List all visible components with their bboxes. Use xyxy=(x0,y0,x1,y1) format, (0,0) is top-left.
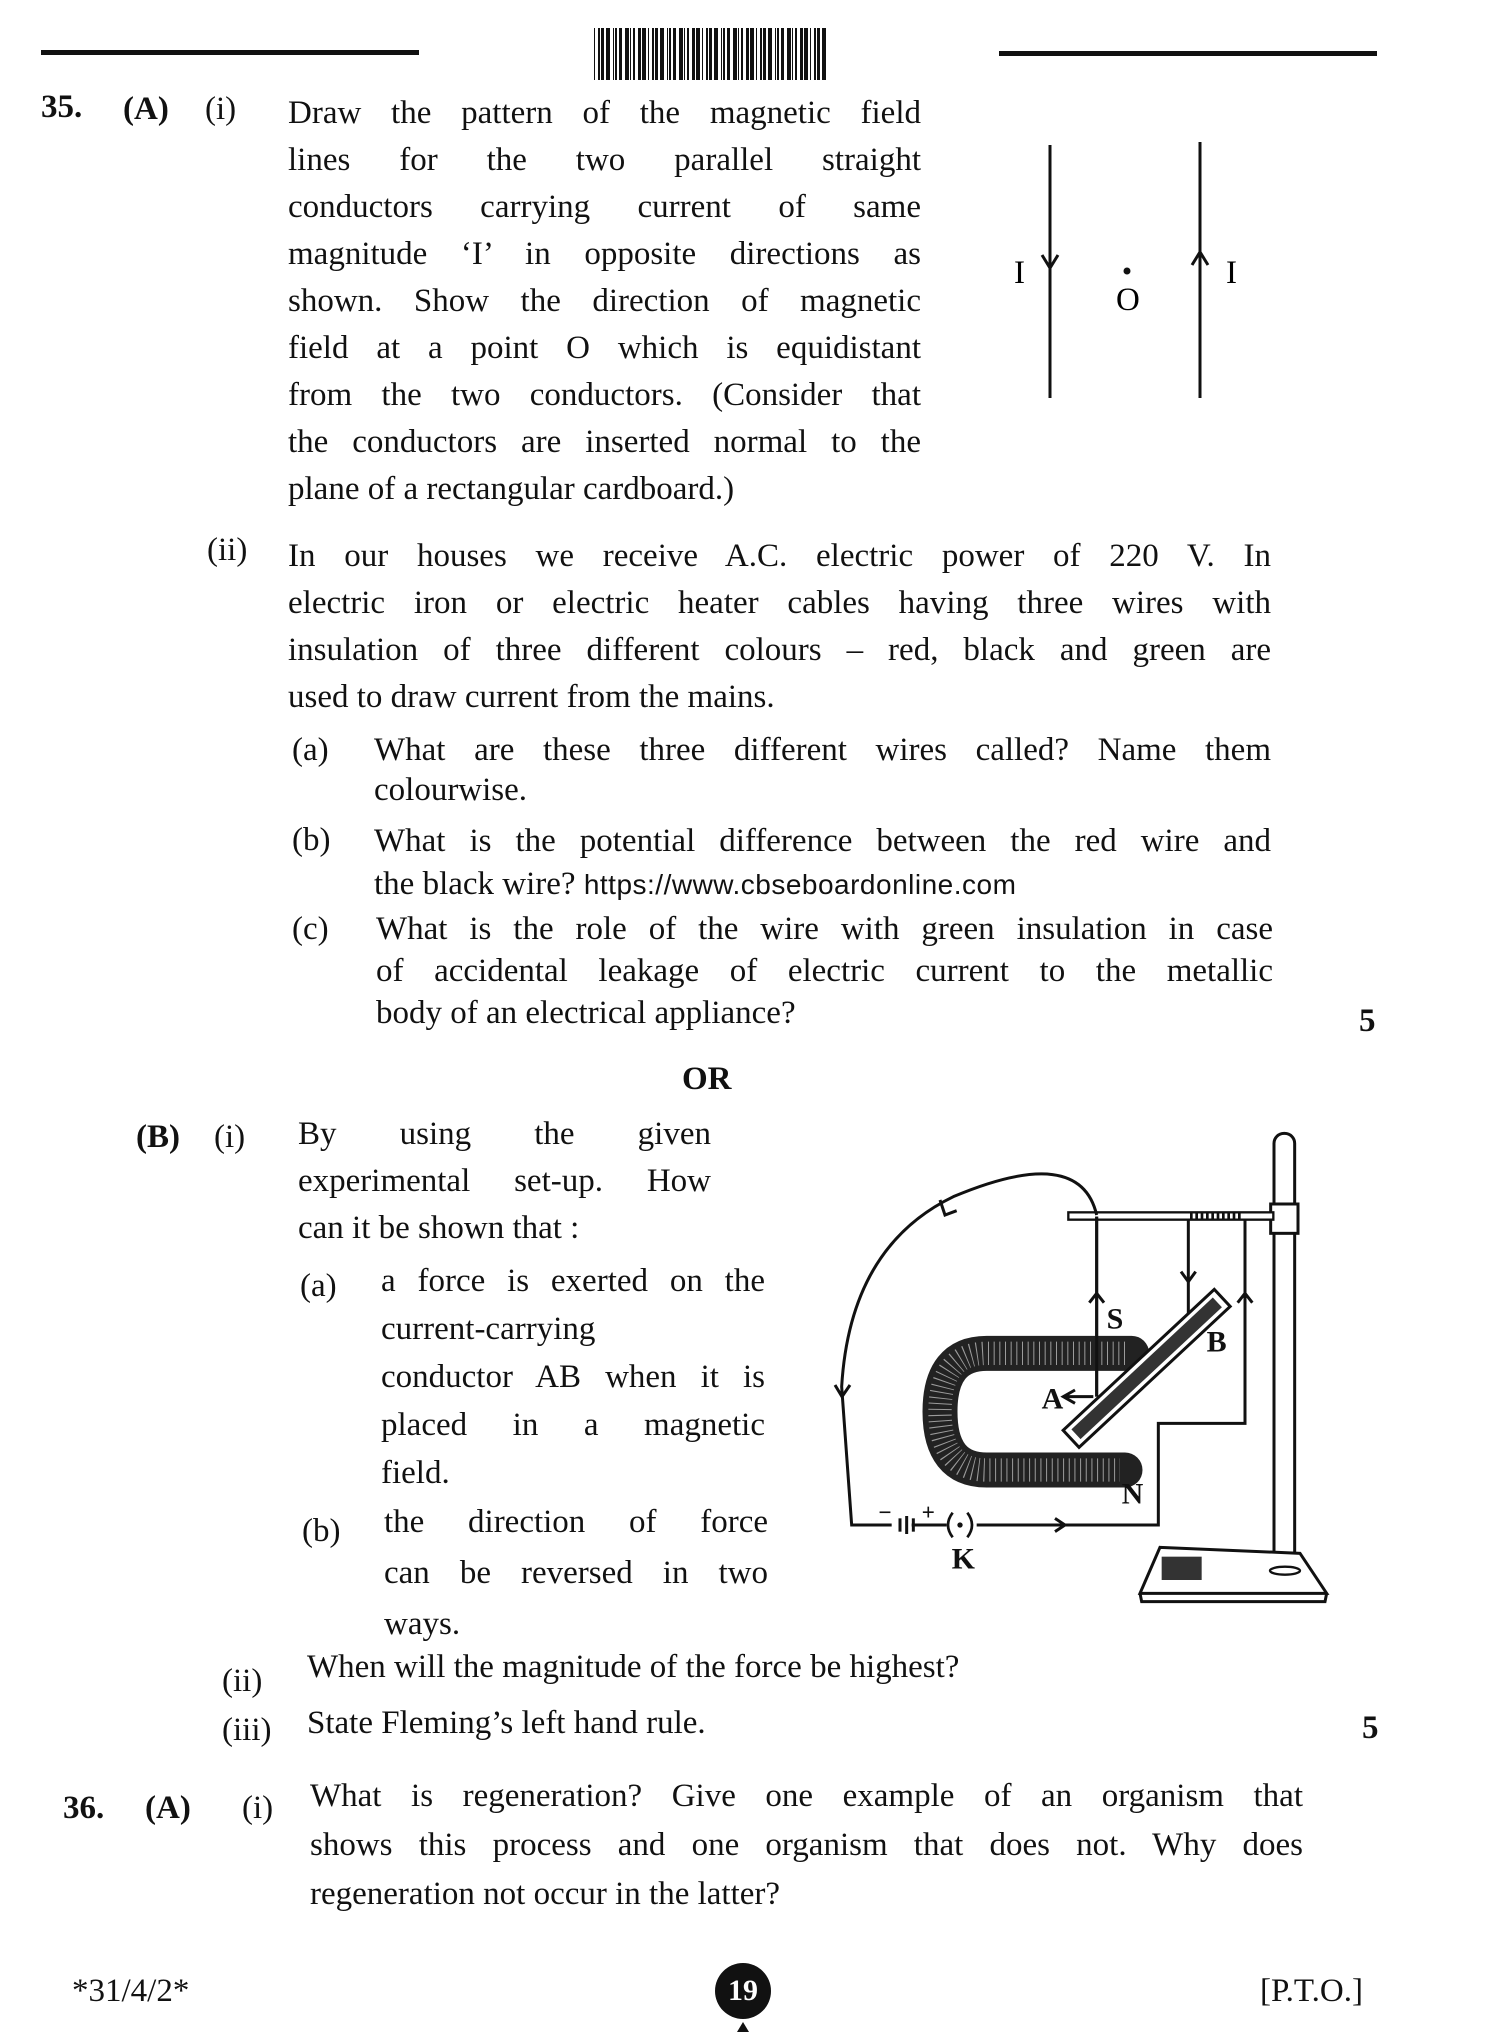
item-label: (a) xyxy=(292,732,329,768)
subpart-label: (iii) xyxy=(222,1712,272,1748)
barcode-bar xyxy=(667,28,668,80)
subpart-label: (ii) xyxy=(207,532,248,568)
text-line: the black wire? xyxy=(374,866,576,902)
point-o-dot xyxy=(1124,268,1131,275)
text-line: Draw the pattern of the magnetic field xyxy=(288,95,921,131)
text-line: What are these three different wires called? Name them xyxy=(374,732,1271,768)
item-label: (a) xyxy=(300,1268,337,1304)
barcode-bar xyxy=(633,28,635,80)
header-rule-left xyxy=(41,50,419,55)
subpart-label: (ii) xyxy=(222,1663,263,1699)
force-on-conductor-setup-diagram xyxy=(820,1120,1340,1620)
barcode-bar xyxy=(630,28,631,80)
horizontal-rod xyxy=(1068,1212,1273,1219)
barcode-bar xyxy=(768,28,772,80)
question-number: 36. xyxy=(63,1790,105,1826)
arrow-left-icon xyxy=(1063,1390,1093,1403)
battery-minus-label: − xyxy=(878,1500,892,1526)
barcode-bar xyxy=(721,28,722,80)
text-line: conductor AB when it is xyxy=(381,1359,765,1395)
barcode-bar xyxy=(781,28,784,80)
barcode-bar xyxy=(714,28,718,80)
or-separator: OR xyxy=(682,1061,732,1097)
text-line: placed in a magnetic xyxy=(381,1407,765,1443)
barcode-bar xyxy=(613,28,614,80)
please-turn-over: [P.T.O.] xyxy=(1260,1973,1363,2009)
barcode-bar xyxy=(733,28,737,80)
barcode-bar xyxy=(598,28,600,80)
barcode-bar xyxy=(763,28,766,80)
barcode-bar xyxy=(741,28,743,80)
question-text xyxy=(298,1111,711,1252)
text-line: colourwise. xyxy=(374,772,528,808)
barcode xyxy=(594,28,830,80)
conductor-end-a-label: A xyxy=(1041,1382,1064,1416)
barcode-bar xyxy=(777,28,779,80)
barcode-bar xyxy=(669,28,671,80)
subpart-label: (i) xyxy=(205,91,237,127)
barcode-bar xyxy=(804,28,808,80)
barcode-bar xyxy=(642,28,646,80)
barcode-bar xyxy=(679,28,683,80)
subpart-label: (i) xyxy=(242,1790,274,1826)
question-text xyxy=(381,1257,765,1497)
subpart-label: (i) xyxy=(214,1119,246,1155)
text-line: magnitude ‘I’ in opposite directions as xyxy=(288,236,921,272)
barcode-bar xyxy=(746,28,749,80)
barcode-bar xyxy=(760,28,762,80)
item-label: (b) xyxy=(292,822,331,858)
question-text xyxy=(288,90,921,513)
battery-plus-label: + xyxy=(921,1500,935,1526)
text-line: regeneration not occur in the latter? xyxy=(310,1876,781,1912)
barcode-bar xyxy=(750,28,754,80)
question-text xyxy=(288,533,1271,721)
barcode-bar xyxy=(638,28,641,80)
question-text xyxy=(374,730,1271,810)
text-line: can it be shown that : xyxy=(298,1210,580,1246)
text-line: of accidental leakage of electric current to the metallic xyxy=(376,953,1273,989)
barcode-bar xyxy=(727,28,730,80)
part-label: (A) xyxy=(123,91,169,127)
barcode-bar xyxy=(652,28,654,80)
text-line: the direction of force xyxy=(384,1504,768,1540)
text-line: the conductors are inserted normal to the xyxy=(288,424,921,460)
barcode-bar xyxy=(738,28,739,80)
barcode-bar xyxy=(594,28,595,80)
text-line: can be reversed in two xyxy=(384,1555,768,1591)
barcode-bar xyxy=(706,28,708,80)
barcode-bar xyxy=(619,28,622,80)
barcode-bar xyxy=(702,28,703,80)
text-line: In our houses we receive A.C. electric power of 220 V. In xyxy=(288,538,1271,574)
text-line: body of an electrical appliance? xyxy=(376,995,796,1031)
question-text xyxy=(376,908,1273,1034)
caret-icon xyxy=(737,2022,749,2032)
barcode-bar xyxy=(692,28,695,80)
marks: 5 xyxy=(1362,1710,1379,1746)
barcode-bar xyxy=(606,28,610,80)
paper-code: *31/4/2* xyxy=(72,1973,190,2009)
barcode-bar xyxy=(673,28,676,80)
barcode-bar xyxy=(822,28,826,80)
text-line: field at a point O which is equidistant xyxy=(288,330,921,366)
current-label: I xyxy=(1226,255,1237,291)
barcode-bar xyxy=(709,28,712,80)
question-text xyxy=(374,820,1271,906)
barcode-bar xyxy=(814,28,816,80)
text-line: ways. xyxy=(384,1606,461,1642)
point-label: O xyxy=(1116,282,1140,318)
barcode-bar xyxy=(601,28,604,80)
text-line: current-carrying xyxy=(381,1311,596,1347)
text-line: shown. Show the direction of magnetic xyxy=(288,283,921,319)
magnet-pole-n-label: N xyxy=(1121,1477,1144,1511)
barcode-bar xyxy=(723,28,725,80)
barcode-bar xyxy=(810,28,811,80)
barcode-bar xyxy=(615,28,617,80)
text-line: What is the role of the wire with green insulation in case xyxy=(376,911,1273,947)
question-number: 35. xyxy=(41,89,83,125)
text-line: insulation of three different colours – red, black and green are xyxy=(288,632,1271,668)
item-label: (b) xyxy=(302,1513,341,1549)
barcode-bar xyxy=(660,28,664,80)
marks: 5 xyxy=(1359,1003,1376,1039)
barcode-bar xyxy=(792,28,793,80)
text-line: shows this process and one organism that does not. Why does xyxy=(310,1827,1303,1863)
text-line: field. xyxy=(381,1455,450,1491)
text-line: experimental set-up. How xyxy=(298,1163,711,1199)
header-rule-right xyxy=(999,51,1377,56)
item-label: (c) xyxy=(292,911,329,947)
text-line: What is the potential difference between the red wire and xyxy=(374,823,1271,859)
key-label: K xyxy=(951,1542,976,1576)
text-line: plane of a rectangular cardboard.) xyxy=(288,471,735,507)
barcode-bar xyxy=(684,28,685,80)
text-line: lines for the two parallel straight xyxy=(288,142,921,178)
text-line: What is regeneration? Give one example of an organism that xyxy=(310,1778,1303,1814)
part-label: (B) xyxy=(136,1119,180,1155)
conductor-end-b-label: B xyxy=(1206,1325,1227,1359)
watermark-url: https://www.cbseboardonline.com xyxy=(583,869,1017,900)
barcode-bar xyxy=(775,28,776,80)
part-label: (A) xyxy=(145,1790,191,1826)
text-line: By using the given xyxy=(298,1116,711,1152)
barcode-bar xyxy=(800,28,803,80)
barcode-bar xyxy=(655,28,658,80)
barcode-bar xyxy=(625,28,629,80)
question-text xyxy=(384,1497,768,1650)
text-line: a force is exerted on the xyxy=(381,1263,765,1299)
question-text xyxy=(310,1772,1303,1919)
magnet-pole-s-label: S xyxy=(1106,1302,1124,1336)
stand-clamp xyxy=(1271,1204,1298,1233)
text-line: conductors carrying current of same xyxy=(288,189,921,225)
barcode-bar xyxy=(795,28,797,80)
barcode-bar xyxy=(687,28,689,80)
barcode-bar xyxy=(756,28,757,80)
text-line: used to draw current from the mains. xyxy=(288,679,775,715)
barcode-bar xyxy=(648,28,649,80)
page-number-badge xyxy=(715,1963,771,2019)
text-line: from the two conductors. (Consider that xyxy=(288,377,921,413)
current-label: I xyxy=(1014,255,1025,291)
stand-rod xyxy=(1274,1133,1295,1573)
page-number: 19 xyxy=(728,1974,758,2007)
barcode-bar xyxy=(696,28,700,80)
text-line: electric iron or electric heater cables having three wires with xyxy=(288,585,1271,621)
barcode-bar xyxy=(817,28,820,80)
parallel-conductors-diagram xyxy=(990,140,1270,405)
question-text: When will the magnitude of the force be highest? xyxy=(307,1649,960,1685)
barcode-bar xyxy=(787,28,791,80)
question-text: State Fleming’s left hand rule. xyxy=(307,1705,706,1741)
